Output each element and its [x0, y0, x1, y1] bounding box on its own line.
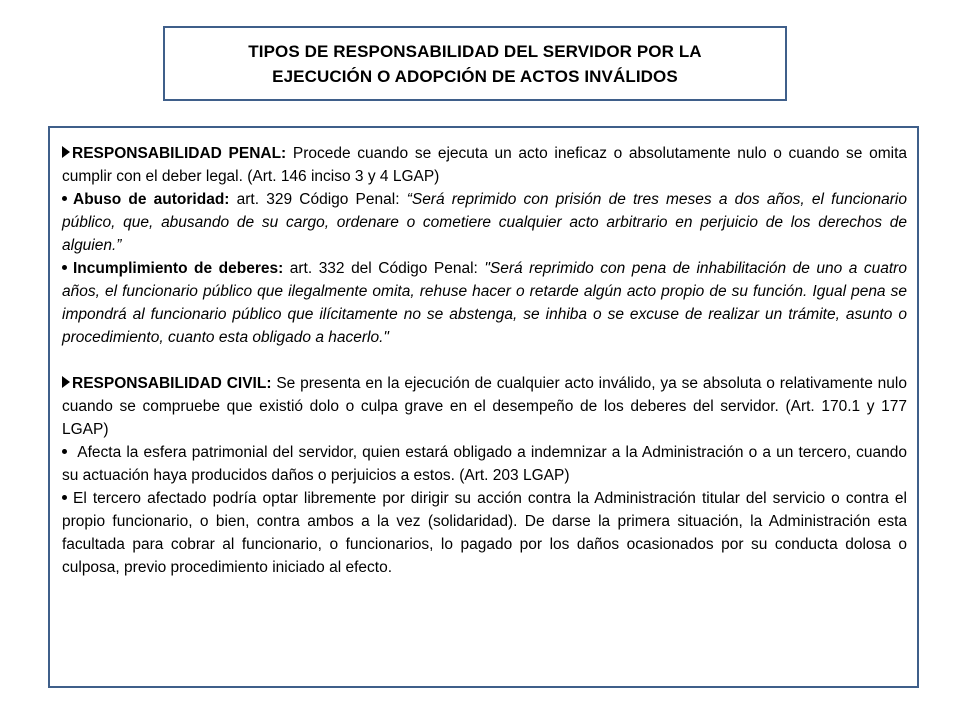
civil-bullet-2: [62, 487, 907, 579]
arrow-bullet-icon: [62, 146, 70, 158]
incumplimiento-quote: "Será reprimido con pena de inhabilitación de uno a cuatro años, el funcionario público que ilegalmente omita, rehuse hacer o retarde algún acto propio de su función. Igual pena se impondrá al funcionario público que ilícitamente no se abstenga, se inhiba o se excuse de realizar un trámite, asunto o procedimiento, cuanto esta obligado a hacerlo.": [62, 260, 907, 346]
abuso-label: Abuso de autoridad:: [73, 191, 230, 208]
incumplimiento-label: Incumplimiento de deberes:: [73, 260, 284, 277]
civil-heading: RESPONSABILIDAD CIVIL:: [72, 375, 272, 392]
penal-text: Procede cuando se ejecuta un acto ineficaz o absolutamente nulo o cuando se omita cumplir con el deber legal. (Art. 146 inciso 3 y 4 LGAP): [62, 145, 907, 185]
slide-title-line-2: EJECUCIÓN O ADOPCIÓN DE ACTOS INVÁLIDOS: [272, 66, 678, 86]
bullet-icon: [62, 265, 67, 270]
slide-title-box: [163, 26, 787, 101]
civil-bullet-2-text: El tercero afectado podría optar libremente por dirigir su acción contra la Administración titular del servicio o contra el propio funcionario, o bien, contra ambos a la vez (solidaridad). De darse la primera situación, la Administración esta facultada para cobrar al funcionario, o funcionarios, lo pagado por los daños ocasionados por su conducta dolosa o culposa, previo procedimiento iniciado al efecto.: [62, 490, 907, 576]
content-box: [48, 126, 919, 688]
arrow-bullet-icon: [62, 376, 70, 388]
incumplimiento-paragraph: [62, 257, 907, 349]
slide-title-line-1: TIPOS DE RESPONSABILIDAD DEL SERVIDOR POR LA: [248, 41, 702, 61]
civil-bullet-1: [62, 441, 907, 487]
penal-paragraph: [62, 142, 907, 188]
civil-bullet-1-text: Afecta la esfera patrimonial del servidor, quien estará obligado a indemnizar a la Administración o a un tercero, cuando su actuación haya producidos daños o perjuicios a estos. (Art. 203 LGAP): [62, 444, 907, 484]
bullet-icon: [62, 449, 67, 454]
spacer: [62, 349, 907, 372]
bullet-icon: [62, 495, 67, 500]
bullet-icon: [62, 196, 67, 201]
incumplimiento-ref: art. 332 del Código Penal:: [283, 260, 485, 277]
abuso-quote: “Será reprimido con prisión de tres meses a dos años, el funcionario público, que, abusando de su cargo, ordenare o cometiere cualquier acto arbitrario en perjuicio de los derechos de alguien.”: [62, 191, 907, 254]
abuso-ref: art. 329 Código Penal:: [229, 191, 407, 208]
civil-paragraph: [62, 372, 907, 441]
civil-text: Se presenta en la ejecución de cualquier acto inválido, ya se absoluta o relativamente nulo cuando se compruebe que existió dolo o culpa grave en el desempeño de los deberes del servidor. (Art. 170.1 y 177 LGAP): [62, 375, 907, 438]
penal-heading: RESPONSABILIDAD PENAL:: [72, 145, 287, 162]
abuso-paragraph: [62, 188, 907, 257]
